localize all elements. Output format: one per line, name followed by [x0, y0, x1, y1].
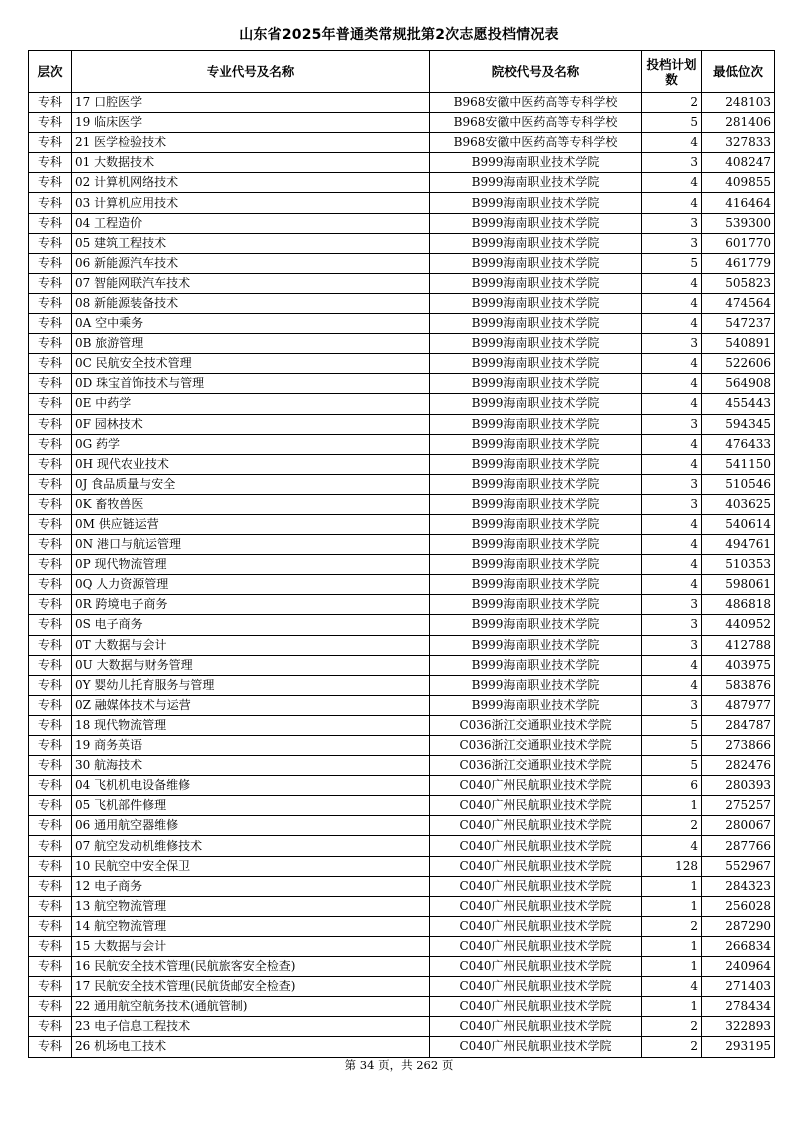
cell-rank: 539300 — [702, 213, 775, 233]
cell-school: C040广州民航职业技术学院 — [430, 977, 642, 997]
cell-plan: 1 — [642, 997, 702, 1017]
cell-plan: 3 — [642, 595, 702, 615]
cell-level: 专科 — [29, 374, 72, 394]
header-rank: 最低位次 — [702, 51, 775, 93]
cell-level: 专科 — [29, 796, 72, 816]
cell-school: B968安徽中医药高等专科学校 — [430, 113, 642, 133]
cell-school: B999海南职业技术学院 — [430, 514, 642, 534]
cell-school: C036浙江交通职业技术学院 — [430, 715, 642, 735]
cell-rank: 287290 — [702, 916, 775, 936]
cell-plan: 4 — [642, 434, 702, 454]
cell-rank: 461779 — [702, 253, 775, 273]
cell-level: 专科 — [29, 193, 72, 213]
cell-school: B999海南职业技术学院 — [430, 595, 642, 615]
cell-rank: 476433 — [702, 434, 775, 454]
cell-school: B999海南职业技术学院 — [430, 253, 642, 273]
cell-plan: 4 — [642, 173, 702, 193]
cell-major: 14 航空物流管理 — [72, 916, 430, 936]
cell-plan: 2 — [642, 816, 702, 836]
cell-major: 01 大数据技术 — [72, 153, 430, 173]
cell-rank: 510353 — [702, 555, 775, 575]
cell-major: 0T 大数据与会计 — [72, 635, 430, 655]
table-row — [29, 334, 775, 354]
table-row — [29, 535, 775, 555]
cell-school: B999海南职业技术学院 — [430, 635, 642, 655]
cell-plan: 3 — [642, 494, 702, 514]
cell-school: B999海南职业技术学院 — [430, 273, 642, 293]
cell-plan: 4 — [642, 314, 702, 334]
cell-rank: 271403 — [702, 977, 775, 997]
cell-major: 13 航空物流管理 — [72, 896, 430, 916]
cell-rank: 327833 — [702, 133, 775, 153]
cell-plan: 3 — [642, 474, 702, 494]
cell-rank: 564908 — [702, 374, 775, 394]
cell-major: 05 飞机部件修理 — [72, 796, 430, 816]
cell-school: B999海南职业技术学院 — [430, 193, 642, 213]
cell-school: B999海南职业技术学院 — [430, 695, 642, 715]
cell-rank: 601770 — [702, 233, 775, 253]
cell-major: 17 民航安全技术管理(民航货邮安全检查) — [72, 977, 430, 997]
cell-major: 0U 大数据与财务管理 — [72, 655, 430, 675]
table-row — [29, 695, 775, 715]
cell-school: B999海南职业技术学院 — [430, 394, 642, 414]
cell-rank: 540614 — [702, 514, 775, 534]
table-row — [29, 374, 775, 394]
cell-major: 0A 空中乘务 — [72, 314, 430, 334]
cell-level: 专科 — [29, 736, 72, 756]
cell-level: 专科 — [29, 133, 72, 153]
cell-school: B999海南职业技术学院 — [430, 434, 642, 454]
table-row — [29, 896, 775, 916]
cell-school: B999海南职业技术学院 — [430, 354, 642, 374]
cell-plan: 5 — [642, 736, 702, 756]
cell-plan: 4 — [642, 555, 702, 575]
cell-major: 04 飞机机电设备维修 — [72, 776, 430, 796]
cell-plan: 2 — [642, 93, 702, 113]
cell-rank: 594345 — [702, 414, 775, 434]
cell-rank: 275257 — [702, 796, 775, 816]
cell-major: 0Z 融媒体技术与运营 — [72, 695, 430, 715]
cell-major: 16 民航安全技术管理(民航旅客安全检查) — [72, 957, 430, 977]
cell-level: 专科 — [29, 816, 72, 836]
cell-school: C040广州民航职业技术学院 — [430, 916, 642, 936]
cell-plan: 4 — [642, 354, 702, 374]
cell-level: 专科 — [29, 936, 72, 956]
cell-level: 专科 — [29, 555, 72, 575]
cell-plan: 4 — [642, 575, 702, 595]
cell-rank: 552967 — [702, 856, 775, 876]
cell-plan: 4 — [642, 293, 702, 313]
table-row — [29, 93, 775, 113]
cell-plan: 1 — [642, 796, 702, 816]
cell-school: B999海南职业技术学院 — [430, 153, 642, 173]
cell-rank: 281406 — [702, 113, 775, 133]
cell-plan: 3 — [642, 213, 702, 233]
table-row — [29, 876, 775, 896]
cell-major: 26 机场电工技术 — [72, 1037, 430, 1057]
cell-rank: 440952 — [702, 615, 775, 635]
cell-rank: 487977 — [702, 695, 775, 715]
cell-major: 06 通用航空器维修 — [72, 816, 430, 836]
cell-rank: 408247 — [702, 153, 775, 173]
cell-rank: 240964 — [702, 957, 775, 977]
cell-school: C040广州民航职业技术学院 — [430, 997, 642, 1017]
table-row — [29, 715, 775, 735]
cell-rank: 280393 — [702, 776, 775, 796]
cell-plan: 4 — [642, 977, 702, 997]
table-body — [29, 93, 775, 1058]
table-row — [29, 494, 775, 514]
cell-school: B968安徽中医药高等专科学校 — [430, 93, 642, 113]
cell-plan: 3 — [642, 153, 702, 173]
cell-rank: 284787 — [702, 715, 775, 735]
cell-plan: 5 — [642, 113, 702, 133]
table-row — [29, 756, 775, 776]
cell-major: 19 商务英语 — [72, 736, 430, 756]
cell-school: B999海南职业技术学院 — [430, 555, 642, 575]
cell-rank: 248103 — [702, 93, 775, 113]
cell-level: 专科 — [29, 695, 72, 715]
cell-school: B999海南职业技术学院 — [430, 474, 642, 494]
cell-level: 专科 — [29, 856, 72, 876]
table-row — [29, 957, 775, 977]
table-row — [29, 1017, 775, 1037]
cell-rank: 522606 — [702, 354, 775, 374]
admission-table — [28, 50, 775, 1058]
cell-school: C036浙江交通职业技术学院 — [430, 736, 642, 756]
cell-major: 23 电子信息工程技术 — [72, 1017, 430, 1037]
table-row — [29, 354, 775, 374]
cell-level: 专科 — [29, 293, 72, 313]
cell-level: 专科 — [29, 314, 72, 334]
cell-rank: 287766 — [702, 836, 775, 856]
cell-plan: 2 — [642, 1037, 702, 1057]
cell-school: B999海南职业技术学院 — [430, 655, 642, 675]
table-row — [29, 434, 775, 454]
cell-rank: 474564 — [702, 293, 775, 313]
cell-plan: 5 — [642, 253, 702, 273]
table-row — [29, 273, 775, 293]
cell-major: 06 新能源汽车技术 — [72, 253, 430, 273]
cell-rank: 412788 — [702, 635, 775, 655]
cell-level: 专科 — [29, 153, 72, 173]
table-row — [29, 575, 775, 595]
cell-level: 专科 — [29, 173, 72, 193]
cell-plan: 1 — [642, 896, 702, 916]
cell-major: 15 大数据与会计 — [72, 936, 430, 956]
cell-major: 21 医学检验技术 — [72, 133, 430, 153]
cell-school: B999海南职业技术学院 — [430, 414, 642, 434]
cell-rank: 455443 — [702, 394, 775, 414]
cell-plan: 4 — [642, 836, 702, 856]
cell-plan: 4 — [642, 655, 702, 675]
cell-major: 0Y 婴幼儿托育服务与管理 — [72, 675, 430, 695]
cell-rank: 416464 — [702, 193, 775, 213]
cell-major: 22 通用航空航务技术(通航管制) — [72, 997, 430, 1017]
cell-school: B999海南职业技术学院 — [430, 615, 642, 635]
cell-level: 专科 — [29, 113, 72, 133]
table-row — [29, 414, 775, 434]
cell-school: B999海南职业技术学院 — [430, 293, 642, 313]
cell-level: 专科 — [29, 354, 72, 374]
table-row — [29, 936, 775, 956]
cell-school: B999海南职业技术学院 — [430, 173, 642, 193]
cell-level: 专科 — [29, 575, 72, 595]
cell-rank: 280067 — [702, 816, 775, 836]
cell-rank: 541150 — [702, 454, 775, 474]
cell-plan: 4 — [642, 514, 702, 534]
cell-plan: 3 — [642, 233, 702, 253]
table-row — [29, 454, 775, 474]
cell-school: B999海南职业技术学院 — [430, 494, 642, 514]
cell-plan: 4 — [642, 193, 702, 213]
cell-plan: 3 — [642, 414, 702, 434]
cell-school: B999海南职业技术学院 — [430, 233, 642, 253]
cell-rank: 403975 — [702, 655, 775, 675]
cell-rank: 273866 — [702, 736, 775, 756]
cell-level: 专科 — [29, 997, 72, 1017]
cell-rank: 278434 — [702, 997, 775, 1017]
cell-major: 0M 供应链运营 — [72, 514, 430, 534]
table-row — [29, 394, 775, 414]
cell-plan: 1 — [642, 957, 702, 977]
cell-major: 03 计算机应用技术 — [72, 193, 430, 213]
cell-plan: 2 — [642, 1017, 702, 1037]
table-row — [29, 514, 775, 534]
cell-level: 专科 — [29, 595, 72, 615]
table-row — [29, 113, 775, 133]
table-row — [29, 736, 775, 756]
cell-plan: 128 — [642, 856, 702, 876]
cell-major: 0D 珠宝首饰技术与管理 — [72, 374, 430, 394]
cell-rank: 486818 — [702, 595, 775, 615]
cell-rank: 598061 — [702, 575, 775, 595]
cell-major: 0G 药学 — [72, 434, 430, 454]
table-row — [29, 193, 775, 213]
cell-major: 0N 港口与航运管理 — [72, 535, 430, 555]
table-row — [29, 173, 775, 193]
cell-plan: 3 — [642, 615, 702, 635]
cell-plan: 3 — [642, 695, 702, 715]
cell-major: 30 航海技术 — [72, 756, 430, 776]
cell-major: 0R 跨境电子商务 — [72, 595, 430, 615]
cell-rank: 266834 — [702, 936, 775, 956]
cell-rank: 322893 — [702, 1017, 775, 1037]
cell-major: 07 智能网联汽车技术 — [72, 273, 430, 293]
cell-level: 专科 — [29, 93, 72, 113]
cell-level: 专科 — [29, 836, 72, 856]
cell-level: 专科 — [29, 655, 72, 675]
cell-major: 0H 现代农业技术 — [72, 454, 430, 474]
cell-school: C040广州民航职业技术学院 — [430, 1017, 642, 1037]
cell-level: 专科 — [29, 514, 72, 534]
table-row — [29, 816, 775, 836]
cell-level: 专科 — [29, 675, 72, 695]
cell-plan: 1 — [642, 936, 702, 956]
cell-school: B999海南职业技术学院 — [430, 213, 642, 233]
cell-major: 19 临床医学 — [72, 113, 430, 133]
cell-plan: 3 — [642, 334, 702, 354]
cell-major: 07 航空发动机维修技术 — [72, 836, 430, 856]
cell-school: B999海南职业技术学院 — [430, 675, 642, 695]
header-major: 专业代号及名称 — [72, 51, 430, 93]
cell-level: 专科 — [29, 394, 72, 414]
table-row — [29, 213, 775, 233]
cell-rank: 510546 — [702, 474, 775, 494]
cell-school: C040广州民航职业技术学院 — [430, 936, 642, 956]
cell-level: 专科 — [29, 977, 72, 997]
cell-level: 专科 — [29, 253, 72, 273]
table-row — [29, 916, 775, 936]
cell-level: 专科 — [29, 756, 72, 776]
cell-major: 0Q 人力资源管理 — [72, 575, 430, 595]
cell-rank: 494761 — [702, 535, 775, 555]
cell-major: 0P 现代物流管理 — [72, 555, 430, 575]
cell-school: B999海南职业技术学院 — [430, 334, 642, 354]
cell-level: 专科 — [29, 414, 72, 434]
cell-school: B999海南职业技术学院 — [430, 575, 642, 595]
cell-plan: 4 — [642, 454, 702, 474]
cell-rank: 256028 — [702, 896, 775, 916]
cell-level: 专科 — [29, 635, 72, 655]
table-row — [29, 474, 775, 494]
cell-school: C040广州民航职业技术学院 — [430, 856, 642, 876]
cell-plan: 4 — [642, 133, 702, 153]
table-row — [29, 997, 775, 1017]
cell-school: C040广州民航职业技术学院 — [430, 816, 642, 836]
table-row — [29, 977, 775, 997]
header-plan: 投档计划数 — [642, 51, 702, 93]
cell-rank: 583876 — [702, 675, 775, 695]
cell-level: 专科 — [29, 1037, 72, 1057]
cell-plan: 4 — [642, 273, 702, 293]
cell-level: 专科 — [29, 233, 72, 253]
cell-rank: 284323 — [702, 876, 775, 896]
table-row — [29, 856, 775, 876]
table-row — [29, 133, 775, 153]
cell-school: B999海南职业技术学院 — [430, 374, 642, 394]
cell-plan: 4 — [642, 535, 702, 555]
header-school: 院校代号及名称 — [430, 51, 642, 93]
cell-school: C036浙江交通职业技术学院 — [430, 756, 642, 776]
cell-plan: 4 — [642, 394, 702, 414]
cell-level: 专科 — [29, 715, 72, 735]
cell-school: B968安徽中医药高等专科学校 — [430, 133, 642, 153]
cell-level: 专科 — [29, 535, 72, 555]
cell-rank: 403625 — [702, 494, 775, 514]
cell-rank: 540891 — [702, 334, 775, 354]
table-row — [29, 655, 775, 675]
cell-rank: 293195 — [702, 1037, 775, 1057]
cell-level: 专科 — [29, 615, 72, 635]
cell-level: 专科 — [29, 474, 72, 494]
cell-major: 10 民航空中安全保卫 — [72, 856, 430, 876]
cell-school: C040广州民航职业技术学院 — [430, 796, 642, 816]
table-row — [29, 1037, 775, 1057]
cell-major: 0E 中药学 — [72, 394, 430, 414]
cell-major: 0J 食品质量与安全 — [72, 474, 430, 494]
cell-major: 05 建筑工程技术 — [72, 233, 430, 253]
cell-level: 专科 — [29, 273, 72, 293]
cell-level: 专科 — [29, 213, 72, 233]
cell-rank: 409855 — [702, 173, 775, 193]
cell-school: B999海南职业技术学院 — [430, 535, 642, 555]
cell-major: 0B 旅游管理 — [72, 334, 430, 354]
table-row — [29, 836, 775, 856]
cell-major: 0S 电子商务 — [72, 615, 430, 635]
cell-level: 专科 — [29, 494, 72, 514]
cell-school: C040广州民航职业技术学院 — [430, 776, 642, 796]
table-row — [29, 595, 775, 615]
table-row — [29, 796, 775, 816]
cell-level: 专科 — [29, 916, 72, 936]
cell-plan: 6 — [642, 776, 702, 796]
cell-major: 0C 民航安全技术管理 — [72, 354, 430, 374]
header-level: 层次 — [29, 51, 72, 93]
cell-major: 0F 园林技术 — [72, 414, 430, 434]
cell-level: 专科 — [29, 876, 72, 896]
cell-level: 专科 — [29, 776, 72, 796]
table-row — [29, 153, 775, 173]
cell-level: 专科 — [29, 896, 72, 916]
cell-school: C040广州民航职业技术学院 — [430, 836, 642, 856]
page-title: 山东省2025年普通类常规批第2次志愿投档情况表 — [239, 27, 559, 43]
cell-level: 专科 — [29, 957, 72, 977]
cell-plan: 4 — [642, 675, 702, 695]
cell-school: C040广州民航职业技术学院 — [430, 896, 642, 916]
table-row — [29, 776, 775, 796]
cell-plan: 5 — [642, 756, 702, 776]
table-row — [29, 314, 775, 334]
cell-rank: 547237 — [702, 314, 775, 334]
cell-rank: 505823 — [702, 273, 775, 293]
table-row — [29, 293, 775, 313]
table-row — [29, 555, 775, 575]
table-row — [29, 615, 775, 635]
cell-major: 18 现代物流管理 — [72, 715, 430, 735]
cell-school: C040广州民航职业技术学院 — [430, 1037, 642, 1057]
table-row — [29, 253, 775, 273]
cell-level: 专科 — [29, 334, 72, 354]
table-header — [29, 51, 775, 93]
cell-major: 04 工程造价 — [72, 213, 430, 233]
cell-major: 17 口腔医学 — [72, 93, 430, 113]
cell-level: 专科 — [29, 434, 72, 454]
cell-school: C040广州民航职业技术学院 — [430, 957, 642, 977]
table-row — [29, 635, 775, 655]
cell-rank: 282476 — [702, 756, 775, 776]
cell-plan: 1 — [642, 876, 702, 896]
cell-plan: 3 — [642, 635, 702, 655]
cell-plan: 2 — [642, 916, 702, 936]
table-row — [29, 233, 775, 253]
cell-plan: 5 — [642, 715, 702, 735]
cell-major: 12 电子商务 — [72, 876, 430, 896]
cell-level: 专科 — [29, 454, 72, 474]
cell-major: 08 新能源装备技术 — [72, 293, 430, 313]
cell-major: 02 计算机网络技术 — [72, 173, 430, 193]
cell-major: 0K 畜牧兽医 — [72, 494, 430, 514]
page-footer: 第 34 页，共 262 页 — [344, 1058, 454, 1072]
cell-school: C040广州民航职业技术学院 — [430, 876, 642, 896]
cell-plan: 4 — [642, 374, 702, 394]
table-row — [29, 675, 775, 695]
cell-school: B999海南职业技术学院 — [430, 314, 642, 334]
cell-level: 专科 — [29, 1017, 72, 1037]
cell-school: B999海南职业技术学院 — [430, 454, 642, 474]
